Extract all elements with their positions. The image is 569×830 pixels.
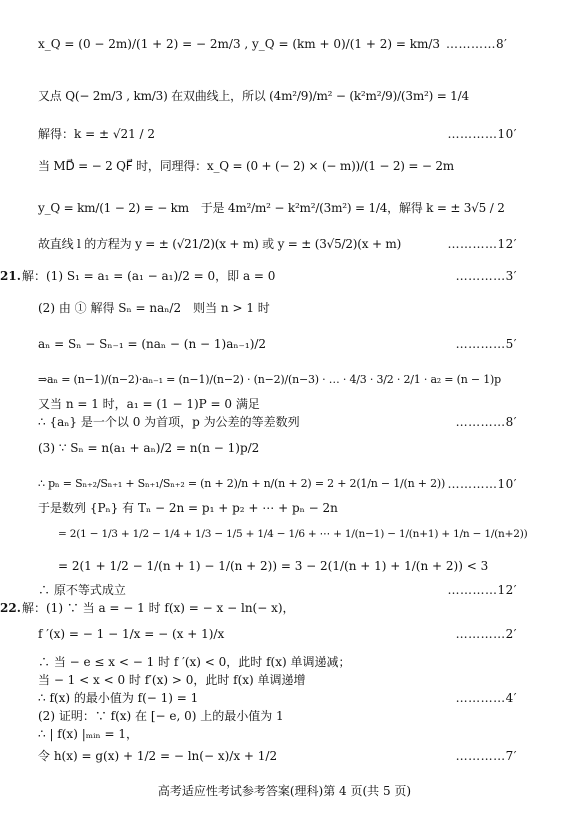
line-22-text: 当 − 1 < x < 0 时 f′(x) > 0，此时 f(x) 单调递增	[38, 673, 306, 687]
line-12-score: …………8′	[455, 415, 517, 429]
line-12-text: ∴ {aₙ} 是一个以 0 为首项，p 为公差的等差数列	[38, 415, 300, 429]
line-6-text: 故直线 l 的方程为 y = ± (√21/2)(x + m) 或 y = ± (3√5/2)(x + m)	[38, 237, 402, 251]
line-20-text: f ′(x) = − 1 − 1/x = − (x + 1)/x	[38, 627, 225, 641]
line-16-text: = 2(1 − 1/3 + 1/2 − 1/4 + 1/3 − 1/5 + 1/4 − 1/6 + ⋯ + 1/(n−1) − 1/(n+1) + 1/n − 1/(n+2))	[58, 528, 528, 540]
line-13	[0, 440, 569, 456]
line-7	[0, 268, 569, 284]
line-23	[0, 690, 569, 706]
line-26-text: 令 h(x) = g(x) + 1/2 = − ln(− x)/x + 1/2	[38, 749, 278, 763]
line-1	[0, 36, 569, 52]
line-9-score: …………5′	[455, 337, 517, 351]
line-2-text: 又点 Q(− 2m/3 , km/3) 在双曲线上，所以 (4m²/9)/m² − (k²m²/9)/(3m²) = 1/4	[38, 89, 469, 103]
line-23-text: ∴ f(x) 的最小值为 f(− 1) = 1	[38, 691, 199, 705]
line-26	[0, 748, 569, 764]
line-15-text: 于是数列 {Pₙ} 有 Tₙ − 2n = p₁ + p₂ + ⋯ + pₙ − 2n	[38, 501, 338, 515]
line-8-text: (2) 由 ① 解得 Sₙ = naₙ/2 则当 n > 1 时	[38, 301, 270, 315]
q22-number: 22.	[0, 601, 21, 615]
line-11	[0, 396, 569, 412]
line-6-score: …………12′	[447, 237, 517, 251]
line-9-text: aₙ = Sₙ − Sₙ₋₁ = (naₙ − (n − 1)aₙ₋₁)/2	[38, 337, 267, 351]
line-18-text: ∴ 原不等式成立	[38, 583, 126, 597]
line-10	[0, 372, 569, 388]
line-17	[0, 558, 569, 574]
line-21-text: ∴ 当 − e ≤ x < − 1 时 f ′(x) < 0，此时 f(x) 单调递减；	[38, 655, 351, 669]
line-6	[0, 236, 569, 252]
line-18	[0, 582, 569, 598]
line-11-text: 又当 n = 1 时，a₁ = (1 − 1)P = 0 满足	[38, 397, 260, 411]
line-13-text: (3) ∵ Sₙ = n(a₁ + aₙ)/2 = n(n − 1)p/2	[38, 441, 260, 455]
line-1-score: …………8′	[446, 37, 508, 51]
line-15	[0, 500, 569, 516]
line-22	[0, 672, 569, 688]
line-20-score: …………2′	[455, 627, 517, 641]
line-25	[0, 726, 569, 742]
line-17-text: = 2(1 + 1/2 − 1/(n + 1) − 1/(n + 2)) = 3 − 2(1/(n + 1) + 1/(n + 2)) < 3	[58, 559, 489, 573]
line-26-score: …………7′	[455, 749, 517, 763]
line-14	[0, 476, 569, 492]
line-18-score: …………12′	[447, 583, 517, 597]
line-4	[0, 158, 569, 174]
line-19	[0, 600, 569, 616]
line-8	[0, 300, 569, 316]
line-14-text: ∴ pₙ = Sₙ₊₂/Sₙ₊₁ + Sₙ₊₁/Sₙ₊₂ = (n + 2)/n + n/(n + 2) = 2 + 2(1/n − 1/(n + 2))	[38, 477, 446, 490]
line-24-text: (2) 证明：∵ f(x) 在 [− e, 0) 上的最小值为 1	[38, 709, 284, 723]
page-footer: 高考适应性考试参考答案(理科)第 4 页(共 5 页)	[157, 784, 412, 798]
line-19-text: 解：(1) ∵ 当 a = − 1 时 f(x) = − x − ln(− x)，	[22, 601, 295, 615]
line-7-text: 解：(1) S₁ = a₁ = (a₁ − a₁)/2 = 0，即 a = 0	[22, 269, 276, 283]
line-3	[0, 126, 569, 142]
line-5-text: y_Q = km/(1 − 2) = − km 于是 4m²/m² − k²m²/(3m²) = 1/4，解得 k = ± 3√5 / 2	[38, 201, 505, 215]
line-23-score: …………4′	[455, 691, 517, 705]
line-24	[0, 708, 569, 724]
line-1-text: x_Q = (0 − 2m)/(1 + 2) = − 2m/3 , y_Q = (km + 0)/(1 + 2) = km/3	[38, 37, 441, 51]
line-5	[0, 200, 569, 216]
line-3-text: 解得：k = ± √21 / 2	[38, 127, 156, 141]
line-10-text: ⇒aₙ = (n−1)/(n−2)·aₙ₋₁ = (n−1)/(n−2) · (n−2)/(n−3) · … · 4/3 · 3/2 · 2/1 · a₂ = (n − 1)p	[38, 373, 501, 386]
line-9	[0, 336, 569, 352]
line-2	[0, 88, 569, 104]
line-7-score: …………3′	[455, 269, 517, 283]
line-21	[0, 654, 569, 670]
line-12	[0, 414, 569, 430]
line-3-score: …………10′	[447, 127, 517, 141]
line-20	[0, 626, 569, 642]
line-16	[0, 526, 569, 542]
line-25-text: ∴ | f(x) |ₘᵢₙ = 1，	[38, 727, 139, 741]
line-14-score: …………10′	[447, 477, 517, 491]
line-4-text: 当 MD⃗ = − 2 QF⃗ 时，同理得：x_Q = (0 + (− 2) × (− m))/(1 − 2) = − 2m	[38, 159, 454, 173]
q21-number: 21.	[0, 269, 21, 283]
